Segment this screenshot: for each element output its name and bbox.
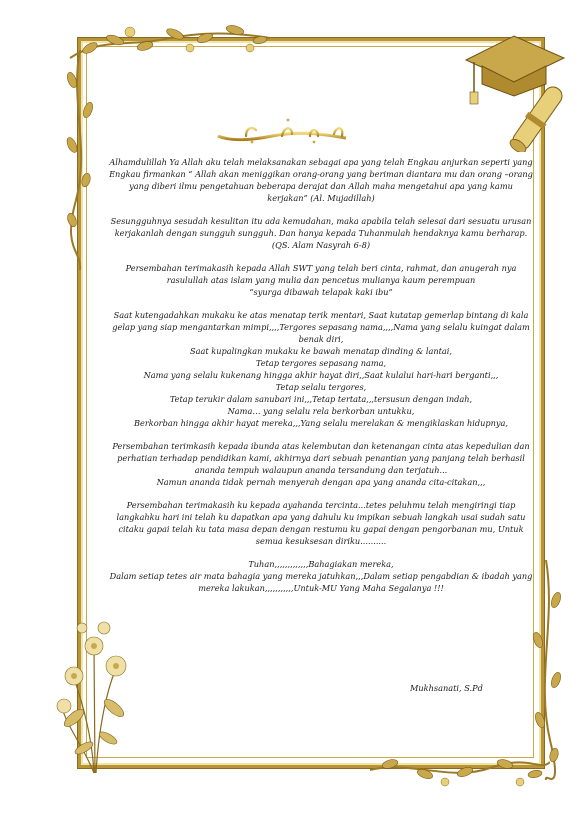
- poem-line: Berkorban hingga akhir hayat mereka,,,Yang selalu merelakan & mengiklaskan hidupnya,: [134, 418, 508, 428]
- thanks-allah-line: Persembahan terimakasih kepada Allah SWT yang telah beri cinta, rahmat, dan anugerah nya rasulullah atas islam yang mulia dan pencetus mulianya kaum perempuan: [125, 263, 517, 285]
- poem-line: Nama… yang selalu rela berkorban untukku,: [227, 406, 415, 416]
- paragraph-thanks-allah: [108, 262, 534, 298]
- paragraph-thanks-father: Persembahan terimakasih ku kepada ayahanda tercinta...tetes peluhmu telah mengiringi tiap langkahku hari ini telah ku dapatkan apa yang dahulu ku impikan sebuah langkah usai sudah satu citaku gapai telah ku tata masa depan dengan restumu ku gapai dengan pengorbanan mu, Untuk semua kesuksesan diriku..........: [116, 500, 526, 546]
- paragraph-poem: [108, 309, 534, 429]
- syurga-quote: “syurga dibawah telapak kaki ibu”: [249, 287, 393, 297]
- poem-line: Nama yang selalu kukenang hingga akhir hayat diri,,Saat kulalui hari-hari berganti,,,: [143, 370, 499, 380]
- paragraph-alam-nasyrah: Sesungguhnya sesudah kesulitan itu ada kemudahan, maka apabila telah selesai dari sesuatu urusan kerjakanlah dengan sungguh sungguh. Dan hanya kepada Tuhanmulah hendaknya kamu berharap. (QS. Alam Nasyrah 6-8): [110, 216, 532, 250]
- paragraph-closing-prayer: [108, 558, 534, 594]
- paragraph-opening-prayer: Alhamdulillah Ya Allah aku telah melaksanakan sebagai apa yang telah Engkau anjurkan seperti yang Engkau firmankan “ Allah akan meniggikan orang-orang yang beriman diantara mu dan orang –orang yang diberi ilmu pengetahuan beberapa derajat dan Allah maha mengetahui apa yang kamu kerjakan” (Al. Mujadillah): [109, 157, 533, 203]
- paragraph-thanks-mother: [108, 440, 534, 488]
- graduation-cap-icon: [452, 22, 570, 152]
- closing-line: Dalam setiap tetes air mata bahagia yang mereka jatuhkan,,,Dalam setiap pengabdian & ibadah yang mereka lakukan,,,,,,,,,,,Untuk-MU Yang Maha Segalanya !!!: [109, 571, 533, 593]
- poem-line: Tetap selalu tergores,: [275, 382, 367, 392]
- closing-line: Tuhan,,,,,,,,,,,,,Bahagiakan mereka,: [248, 559, 394, 569]
- vine-bottom-icon: [370, 752, 550, 792]
- poem-line: Saat kutengadahkan mukaku ke atas menatap terik mentari, Saat kutatap gemerlap bintang di kala gelap yang siap mengantarkan mimpi,,,,Tergores sepasang nama,,,,Nama yang selalu kuingat dalam benak diri,: [112, 310, 530, 344]
- dedication-text: [108, 156, 534, 605]
- mother-line: Namun ananda tidak pernah menyerah dengan apa yang ananda cita-citakan,,,: [156, 477, 486, 487]
- vine-left-icon: [62, 50, 98, 270]
- mother-line: Persembahan terimkasih kepada ibunda atas kelembutan dan ketenangan cinta atas kepedulian dan perhatian terhadap pendidikan kami, akhirnya dari sebuah penantian yang panjang telah berhasil ananda tempuh walaupun ananda tersandung dan terjatuh...: [112, 441, 530, 475]
- poem-line: Saat kupalingkan mukaku ke bawah menatap dinding & lantai,: [189, 346, 453, 356]
- poem-line: Tetap tergores sepasang nama,: [255, 358, 387, 368]
- bismillah-calligraphy-icon: [212, 112, 352, 146]
- poem-line: Tetap terukir dalam sanubari ini,,,Tetap tertata,,,tersusun dengan indah,: [169, 394, 473, 404]
- flower-bouquet-icon: [54, 588, 144, 778]
- author-signature: Mukhsanati, S.Pd: [410, 683, 483, 693]
